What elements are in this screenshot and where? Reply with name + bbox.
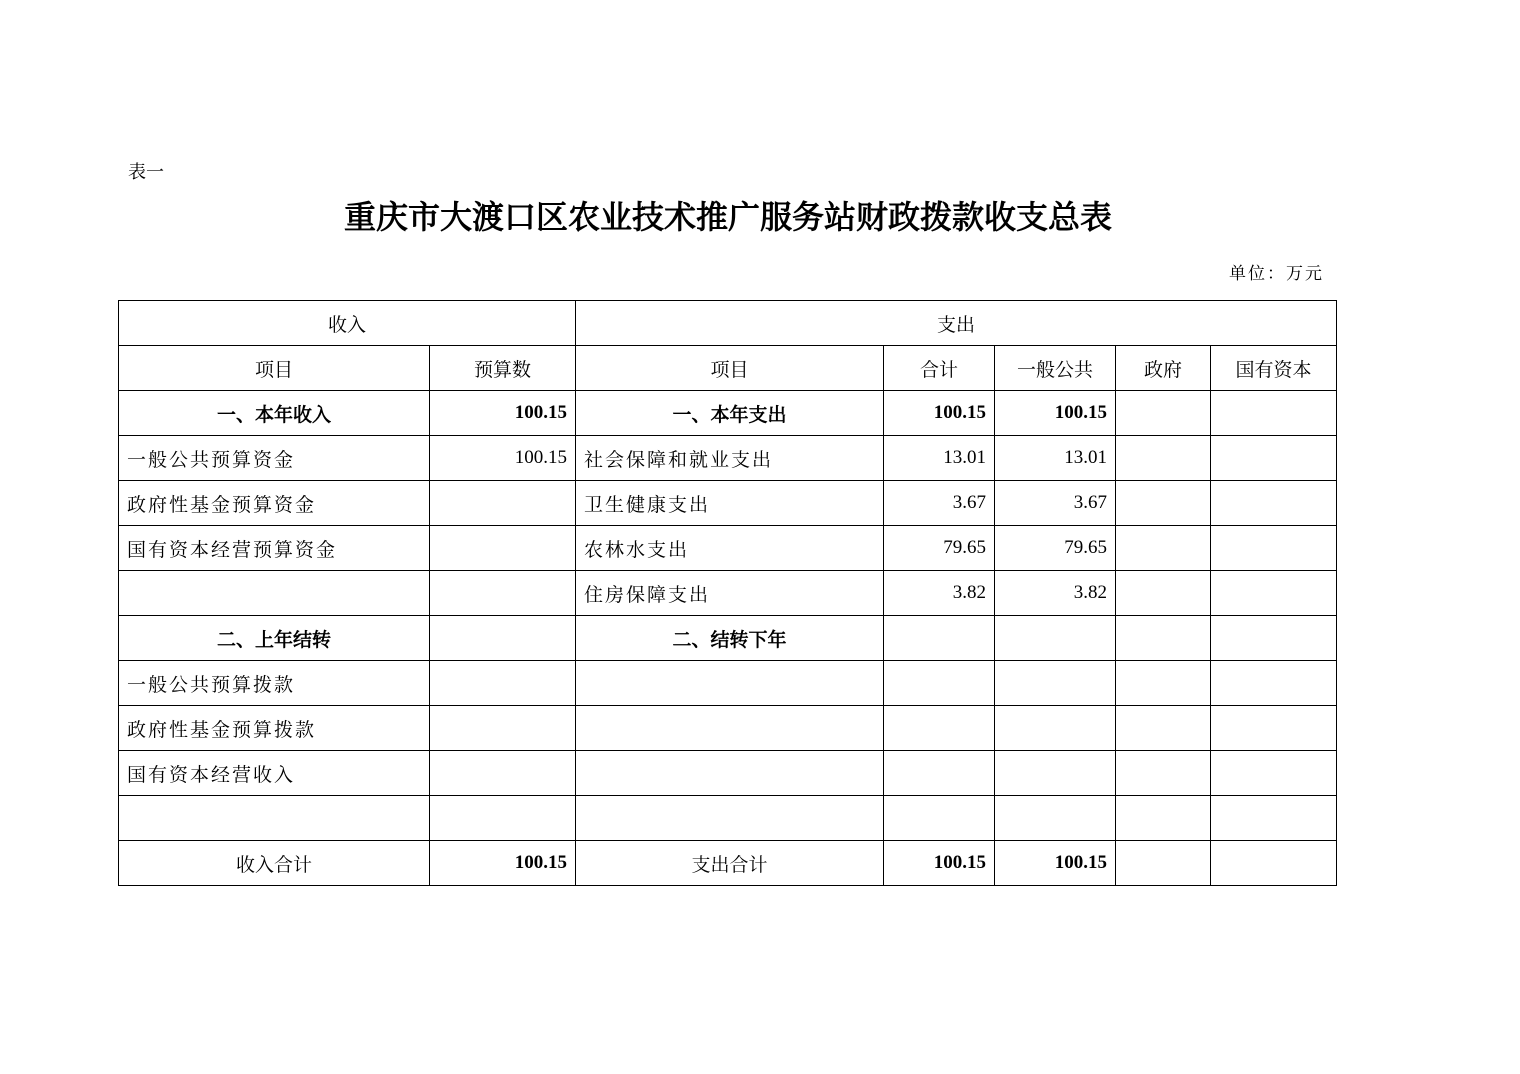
income-header: 收入 <box>119 301 576 346</box>
income-item-cell: 二、上年结转 <box>119 616 430 661</box>
expense-item-cell: 农林水支出 <box>576 526 884 571</box>
total-cell: 3.67 <box>884 481 995 526</box>
total-cell: 3.82 <box>884 571 995 616</box>
state-capital-cell <box>1211 661 1337 706</box>
income-item-cell: 政府性基金预算资金 <box>119 481 430 526</box>
expense-item-cell <box>576 661 884 706</box>
state-capital-header: 国有资本 <box>1211 346 1337 391</box>
state-capital-cell <box>1211 481 1337 526</box>
income-item-cell: 一、本年收入 <box>119 391 430 436</box>
expense-item-cell: 社会保障和就业支出 <box>576 436 884 481</box>
table-row <box>119 571 1337 616</box>
general-public-cell <box>995 751 1116 796</box>
expense-item-cell <box>576 751 884 796</box>
table-row <box>119 751 1337 796</box>
government-cell <box>1116 436 1211 481</box>
income-item-cell: 一般公共预算资金 <box>119 436 430 481</box>
general-public-header: 一般公共 <box>995 346 1116 391</box>
income-budget-cell <box>430 526 576 571</box>
income-item-cell: 政府性基金预算拨款 <box>119 706 430 751</box>
income-item-cell: 国有资本经营预算资金 <box>119 526 430 571</box>
general-public-cell: 13.01 <box>995 436 1116 481</box>
income-budget-header: 预算数 <box>430 346 576 391</box>
state-capital-cell <box>1211 571 1337 616</box>
table-row <box>119 526 1337 571</box>
government-cell <box>1116 661 1211 706</box>
total-cell <box>884 661 995 706</box>
totals-row <box>119 841 1337 886</box>
government-cell <box>1116 706 1211 751</box>
general-public-cell: 79.65 <box>995 526 1116 571</box>
budget-summary-table <box>118 300 1337 886</box>
state-capital-cell <box>1211 616 1337 661</box>
income-budget-cell <box>430 751 576 796</box>
general-public-cell <box>995 706 1116 751</box>
expense-item-cell: 住房保障支出 <box>576 571 884 616</box>
table-row <box>119 616 1337 661</box>
table-row <box>119 391 1337 436</box>
government-cell <box>1116 391 1211 436</box>
income-budget-cell <box>430 616 576 661</box>
expense-total-value: 100.15 <box>884 841 995 886</box>
income-total-value: 100.15 <box>430 841 576 886</box>
total-cell <box>884 706 995 751</box>
general-public-cell: 100.15 <box>995 391 1116 436</box>
table-row <box>119 661 1337 706</box>
expense-item-cell <box>576 706 884 751</box>
expense-header: 支出 <box>576 301 1337 346</box>
state-capital-cell <box>1211 436 1337 481</box>
unit-label: 单位：万元 <box>1229 264 1324 284</box>
header-row-group <box>119 301 1337 346</box>
state-capital-cell <box>1211 706 1337 751</box>
expense-item-cell: 二、结转下年 <box>576 616 884 661</box>
income-item-header: 项目 <box>119 346 430 391</box>
expense-item-header: 项目 <box>576 346 884 391</box>
expense-total-label: 支出合计 <box>576 841 884 886</box>
income-budget-cell <box>430 661 576 706</box>
total-cell <box>884 751 995 796</box>
government-cell <box>1116 481 1211 526</box>
state-capital-cell <box>1211 526 1337 571</box>
total-header: 合计 <box>884 346 995 391</box>
government-total-value <box>1116 841 1211 886</box>
income-item-cell: 国有资本经营收入 <box>119 751 430 796</box>
income-budget-cell <box>430 796 576 841</box>
income-item-cell <box>119 571 430 616</box>
header-row-columns <box>119 346 1337 391</box>
government-cell <box>1116 796 1211 841</box>
income-budget-cell <box>430 571 576 616</box>
general-public-cell: 3.67 <box>995 481 1116 526</box>
table-row <box>119 796 1337 841</box>
income-budget-cell: 100.15 <box>430 391 576 436</box>
general-public-cell <box>995 661 1116 706</box>
government-cell <box>1116 571 1211 616</box>
income-item-cell <box>119 796 430 841</box>
government-header: 政府 <box>1116 346 1211 391</box>
state-capital-total-value <box>1211 841 1337 886</box>
expense-item-cell <box>576 796 884 841</box>
general-public-total-value: 100.15 <box>995 841 1116 886</box>
total-cell: 13.01 <box>884 436 995 481</box>
table-row <box>119 436 1337 481</box>
general-public-cell <box>995 616 1116 661</box>
government-cell <box>1116 526 1211 571</box>
table-label: 表一 <box>128 162 164 183</box>
total-cell: 79.65 <box>884 526 995 571</box>
total-cell <box>884 616 995 661</box>
state-capital-cell <box>1211 751 1337 796</box>
document-title: 重庆市大渡口区农业技术推广服务站财政拨款收支总表 <box>343 198 1112 236</box>
table-row <box>119 481 1337 526</box>
income-budget-cell: 100.15 <box>430 436 576 481</box>
government-cell <box>1116 751 1211 796</box>
state-capital-cell <box>1211 391 1337 436</box>
expense-item-cell: 卫生健康支出 <box>576 481 884 526</box>
total-cell: 100.15 <box>884 391 995 436</box>
income-budget-cell <box>430 481 576 526</box>
total-cell <box>884 796 995 841</box>
general-public-cell: 3.82 <box>995 571 1116 616</box>
government-cell <box>1116 616 1211 661</box>
income-budget-cell <box>430 706 576 751</box>
general-public-cell <box>995 796 1116 841</box>
income-total-label: 收入合计 <box>119 841 430 886</box>
table-row <box>119 706 1337 751</box>
state-capital-cell <box>1211 796 1337 841</box>
expense-item-cell: 一、本年支出 <box>576 391 884 436</box>
income-item-cell: 一般公共预算拨款 <box>119 661 430 706</box>
